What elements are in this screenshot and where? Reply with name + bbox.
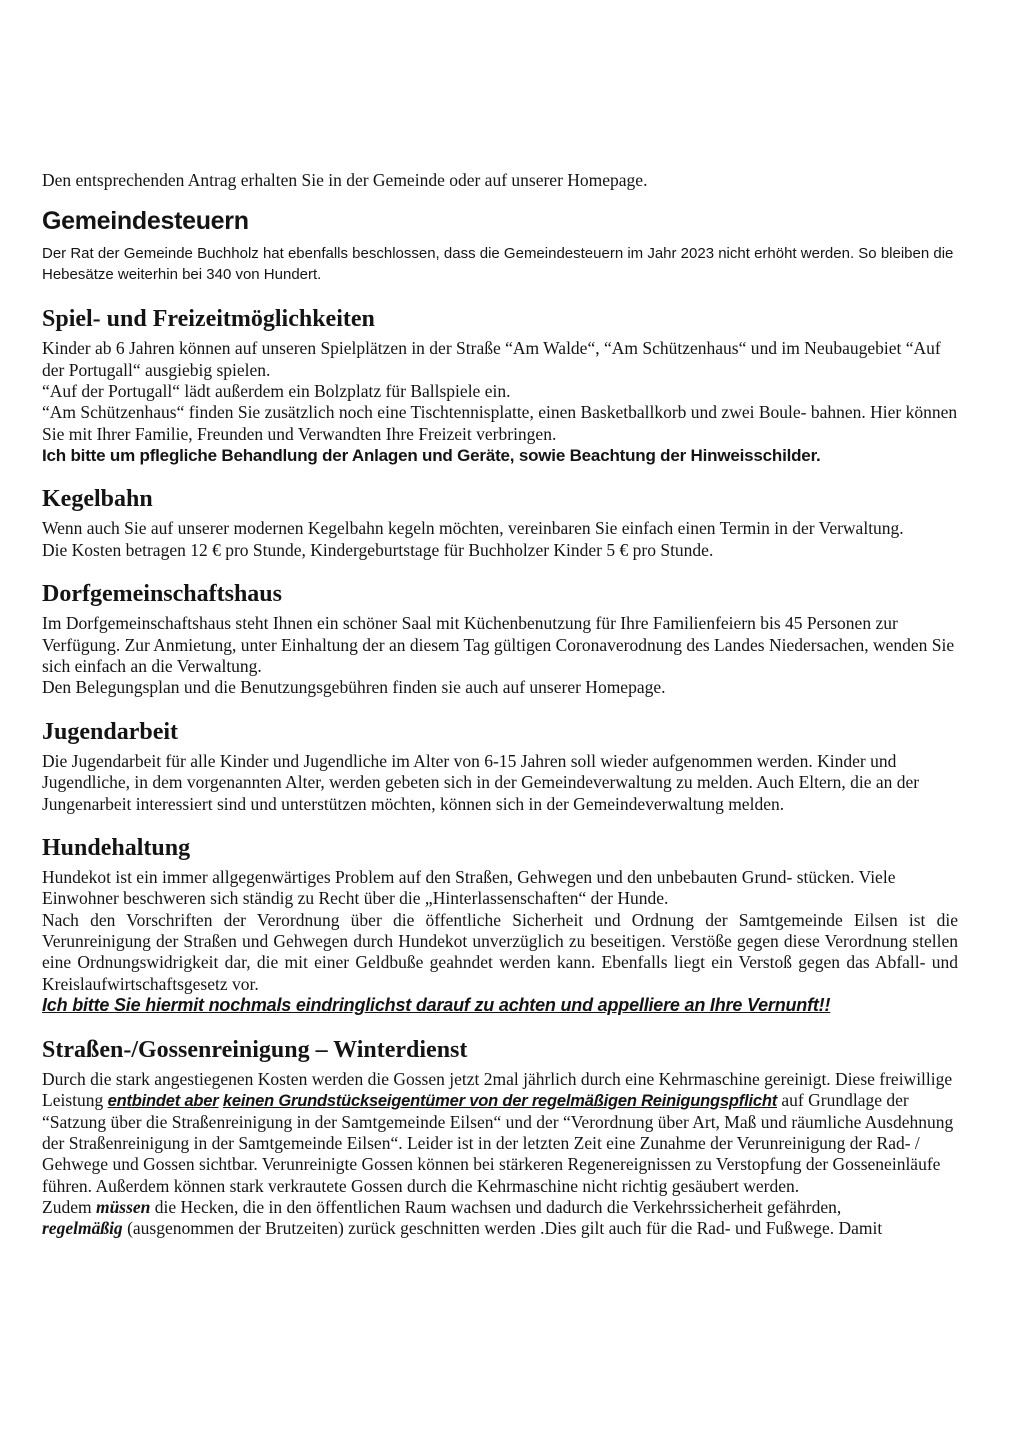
paragraph [42,910,958,995]
text-run: regelmäßig [42,1218,123,1239]
paragraph [42,402,958,445]
text-run: Den Belegungsplan und die Benutzungsgebühren finden sie auch auf unserer Homepage. [42,677,666,698]
text-run: “Auf der Portugall“ lädt außerdem ein Bolzplatz für Ballspiele ein. [42,380,511,401]
section-heading-spiel-und-freizeitmoeglichkeiten: Spiel- und Freizeitmöglichkeiten [42,306,375,333]
sections-container [42,208,958,1239]
text-run: (ausgenommen der Brutzeiten) zurück geschnitten werden .Dies gilt auch für die Rad- und Fußwege. Damit [122,1218,883,1239]
text-run: die Hecken, die in den öffentlichen Raum wachsen und dadurch die Verkehrssicherheit gefährden, [150,1197,842,1217]
paragraph [42,867,958,910]
text-run: Ich bitte um pflegliche Behandlung der Anlagen und Geräte, sowie Beachtung der Hinweisschilder. [42,446,821,465]
paragraph [42,1197,958,1218]
paragraph [42,381,958,402]
text-run: “Am Schützenhaus“ finden Sie zusätzlich noch eine Tischtennisplatte, einen Basketballkorb und zwei Boule- bahnen. Hier können Sie mit Ihrer Familie, Freunden und Verwandten Ihre Freizeit verbringen. [42,402,958,444]
paragraph [42,677,958,698]
text-run: Zudem [42,1197,96,1217]
text-run: Die Kosten betragen 12 € pro Stunde, Kindergeburtstage für Buchholzer Kinder 5 € pro Stunde. [42,539,714,560]
paragraph [42,613,958,677]
section-strassen-gossenreinigung-winterdienst [42,1038,958,1240]
paragraph [42,445,958,466]
text-run: Ich bitte Sie hiermit nochmals eindringlichst darauf zu achten und appelliere an Ihre Vernunft!! [42,995,831,1016]
text-run: auf Grundlage der “Satzung über die Straßenreinigung in der Samtgemeinde Eilsen“ und der “Verordnung über Art, Maß und räumliche Ausdehnung der Straßenreinigung in der Samtgemeinde Eilsen“. Leider ist in der letzten Zeit eine Zunahme der Verunreinigung der Rad- / Gehwege und Gossen sichtbar. Verunreinigte Gossen können bei stärkeren Regenereignissen zu Verstopfung der Gosseneinläufe führen. Außerdem können stark verkrautete Gossen durch die Kehrmaschine nicht richtig gesäubert werden. [42,1090,954,1196]
section-gemeindesteuern [42,208,958,286]
paragraph [42,995,958,1017]
intro-paragraph: Den entsprechenden Antrag erhalten Sie in der Gemeinde oder auf unserer Homepage. [42,170,648,190]
text-run: entbindet aber [107,1092,219,1111]
text-run: Die Jugendarbeit für alle Kinder und Jugendliche im Alter von 6-15 Jahren soll wieder aufgenommen werden. Kinder und Jugendliche, in dem vorgenannten Alter, werden gebeten sich in der Gemeindeverwaltung zu melden. Auch Eltern, die an der Jungenarbeit interessiert sind und unterstützen möchten, können sich in der Gemeindeverwaltung melden. [42,750,920,814]
section-heading-kegelbahn: Kegelbahn [42,486,153,513]
text-run: Durch die stark angestiegenen Kosten werden die Gossen jetzt 2mal jährlich durch eine Kehrmaschine gereinigt. Diese freiwillige Leistung [42,1068,953,1111]
text-run: Im Dorfgemeinschaftshaus steht Ihnen ein schöner Saal mit Küchenbenutzung für Ihre Familienfeiern bis 45 Personen zur Verfügung. Zur Anmietung, unter Einhaltung der an diesem Tag gültigen Coronaverodnung des Landes Niedersachen, wenden Sie sich einfach an die Verwaltung. [42,613,955,676]
text-run: Wenn auch Sie auf unserer modernen Kegelbahn kegeln möchten, vereinbaren Sie einfach einen Termin in der Verwaltung. [42,518,904,539]
section-spiel-und-freizeitmoeglichkeiten [42,307,958,466]
section-heading-gemeindesteuern: Gemeindesteuern [42,207,249,236]
paragraph [42,751,958,815]
paragraph [42,1069,958,1197]
paragraph [42,338,958,381]
paragraph [42,243,958,287]
section-heading-dorfgemeinschaftshaus: Dorfgemeinschaftshaus [42,581,282,608]
paragraph [42,518,958,539]
text-run: Der Rat der Gemeinde Buchholz hat ebenfalls beschlossen, dass die Gemeindesteuern im Jahr 2023 nicht erhöht werden. So bleiben die Hebesätze weiterhin bei 340 von Hundert. [42,244,954,284]
section-jugendarbeit [42,720,958,815]
section-kegelbahn [42,487,958,561]
text-run: keinen Grundstückseigentümer von der regelmäßigen Reinigungspflicht [222,1092,778,1111]
text-run: Nach den Vorschriften der Verordnung über die öffentliche Sicherheit und Ordnung der Samtgemeinde Eilsen ist die Verunreinigung der Straßen und Gehwegen durch Hundekot unverzüglich zu beseitigen. Verstöße gegen diese Verordnung stellen eine Ordnungswidrigkeit dar, die mit einer Geldbuße geahndet werden kann. Ebenfalls liegt ein Verstoß gegen das Abfall- und Kreislaufwirtschaftsgesetz vor. [42,909,958,994]
text-run: Hundekot ist ein immer allgegenwärtiges Problem auf den Straßen, Gehwegen und den unbebauten Grund- stücken. Viele Einwohner beschweren sich ständig zu Recht über die „Hinterlassenschaften“ der Hunde. [42,867,896,909]
paragraph [42,540,958,561]
section-hundehaltung [42,836,958,1017]
section-heading-jugendarbeit: Jugendarbeit [42,718,179,745]
section-heading-hundehaltung: Hundehaltung [42,834,191,861]
text-run: Kinder ab 6 Jahren können auf unseren Spielplätzen in der Straße “Am Walde“, “Am Schützenhaus“ und im Neubaugebiet “Auf der Portugall“ ausgiebig spielen. [42,338,941,380]
paragraph [42,1218,958,1239]
text-run: müssen [95,1197,151,1217]
section-heading-strassen-gossenreinigung-winterdienst: Straßen-/Gossenreinigung – Winterdienst [42,1036,468,1063]
section-dorfgemeinschaftshaus [42,582,958,699]
